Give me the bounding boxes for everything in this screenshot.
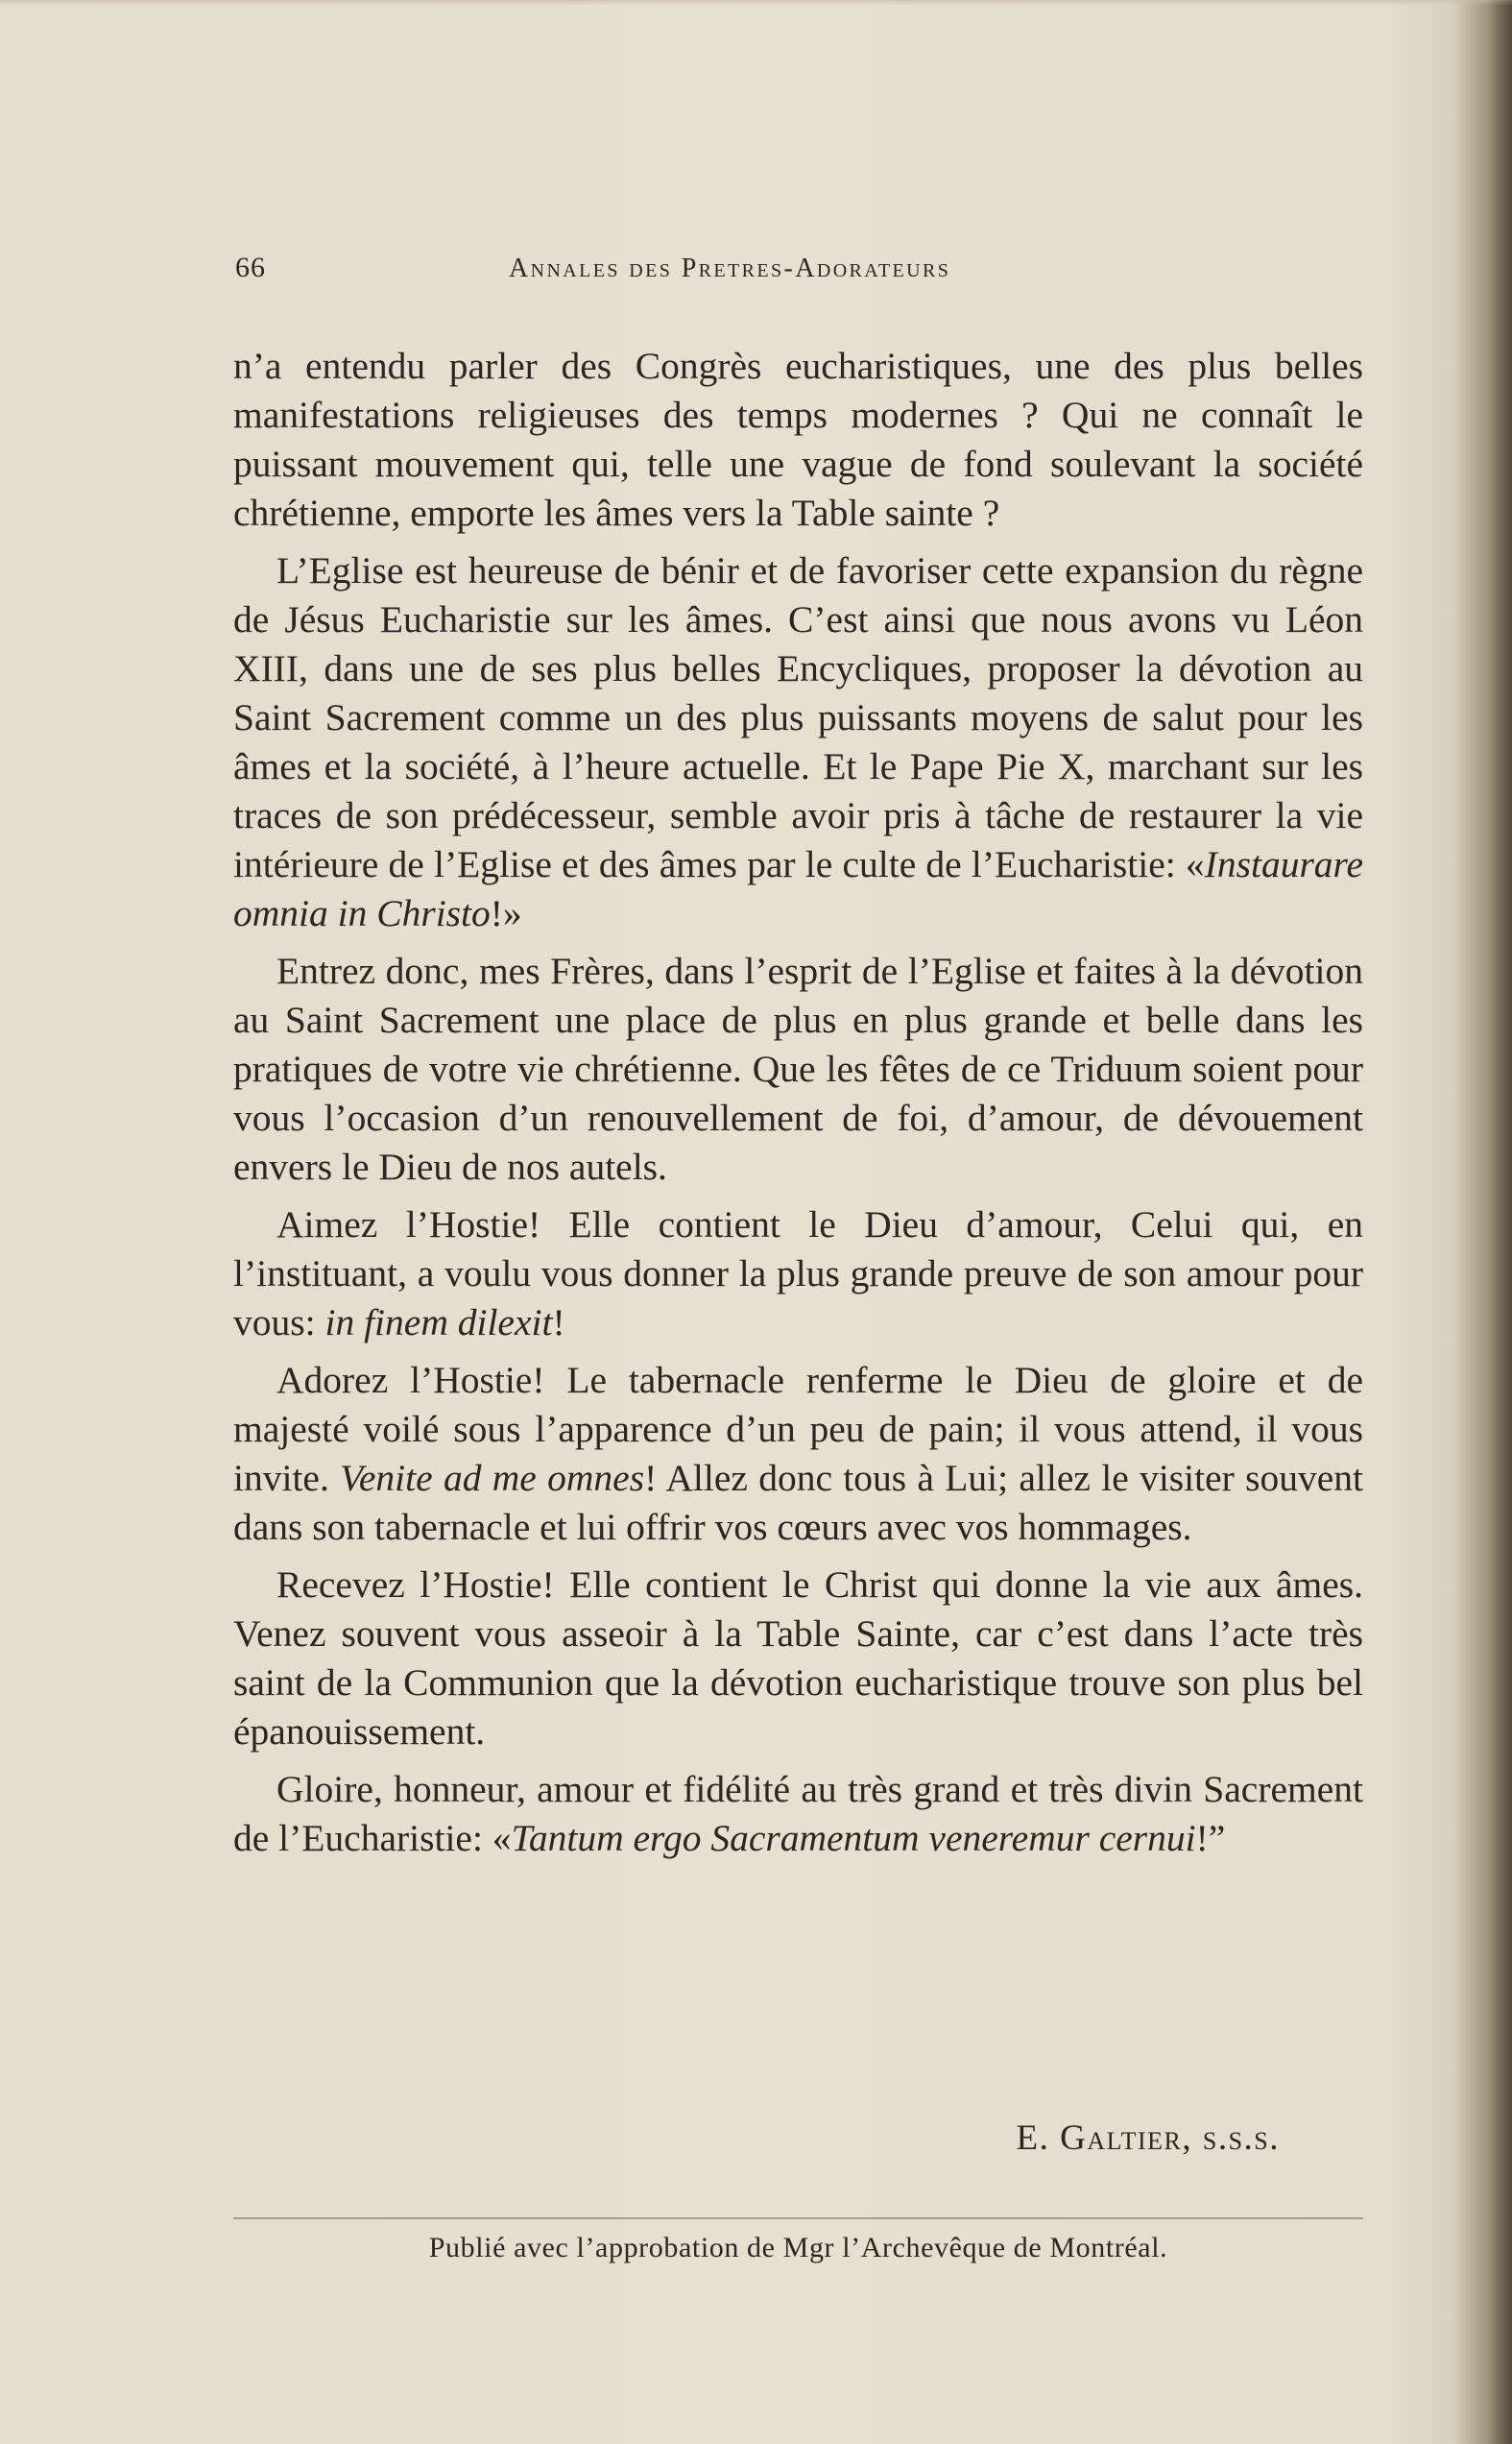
binding-shadow [1454,0,1512,2444]
paragraph-6-text: Recevez l’Hostie! Elle contient le Christ qui donne la vie aux âmes. Venez souvent vous asseoir à la Table Sainte, car c’est dans l’acte très saint de la Communion que la dévotion eucharistique trouve son plus bel épanouissement. [233,1563,1363,1753]
author-signature [1016,2117,1280,2159]
running-header [235,252,1368,294]
paragraph-3-text: Entrez donc, mes Frères, dans l’esprit de l’Eglise et faites à la dévotion au Saint Sacrement une place de plus en plus grande et belle dans les pratiques de votre vie chrétienne. Que les fêtes de ce Triduum soient pour vous l’occasion d’un renouvellement de foi, d’amour, de dévouement envers le Dieu de nos autels. [233,950,1363,1188]
paragraph-2-text: L’Eglise est heureuse de bénir et de favoriser cette expansion du règne de Jésus Eucharistie sur les âmes. C’est ainsi que nous avons vu Léon XIII, dans une de ses plus belles Encycliques, proposer la dévotion au Saint Sacrement comme un des plus puissants moyens de salut pour les âmes et la société, à l’heure actuelle. Et le Pape Pie X, marchant sur les traces de son prédécesseur, semble avoir pris à tâche de restaurer la vie intérieure de l’Eglise et des âmes par le culte de l’Eucharistie: « [233,549,1363,885]
page-top-edge [0,0,1512,6]
paragraph-5-close: ! Allez donc tous à Lui; allez le visiter souvent dans son tabernacle et lui offrir vos cœurs avec vos hommages. [233,1457,1363,1548]
signature-name: Galtier [1060,2118,1183,2158]
latin-quote-tantum-ergo: Tantum ergo Sacramentum veneremur cernui [511,1817,1196,1859]
page-number: 66 [235,252,266,283]
signature-initial: E. [1016,2118,1050,2158]
latin-quote-in-finem: in finem dilexit [324,1301,553,1343]
paragraph-4 [233,1200,1363,1347]
paragraph-4-text: Aimez l’Hostie! Elle contient le Dieu d’amour, Celui qui, en l’instituant, a voulu vous donner la plus grande preuve de son amour pour vous: [233,1203,1363,1343]
signature-suffix: s.s.s. [1202,2118,1280,2158]
paragraph-4-close: ! [552,1301,565,1343]
paragraph-1-text: n’a entendu parler des Congrès eucharistiques, une des plus belles manifestations religieuses des temps modernes ? Qui ne connaît le puissant mouvement qui, telle une vague de fond soulevant la société chrétienne, emporte les âmes vers la Table sainte ? [233,345,1363,534]
latin-quote-instaurare: Instaurare omnia in Christo [233,843,1363,934]
paragraph-2 [233,546,1363,938]
running-title: Annales des Pretres-Adorateurs [509,254,951,283]
paragraph-7-close: !” [1195,1817,1226,1859]
paragraph-7 [233,1765,1363,1863]
paragraph-6 [233,1561,1363,1756]
signature-comma: , [1182,2118,1193,2158]
footer-rule [233,2217,1363,2219]
approbation-note: Publié avec l’approbation de Mgr l’Archevêque de Montréal. [428,2232,1168,2263]
paragraph-2-close: !» [490,892,522,934]
paragraph-7-text: Gloire, honneur, amour et fidélité au très grand et très divin Sacrement de l’Eucharistie: « [233,1768,1363,1859]
paragraph-1 [233,342,1363,538]
paragraph-5 [233,1356,1363,1552]
paragraph-3 [233,947,1363,1192]
body-text [233,342,1363,1872]
paragraph-5-text: Adorez l’Hostie! Le tabernacle renferme le Dieu de gloire et de majesté voilé sous l’apparence d’un peu de pain; il vous attend, il vous invite. [233,1359,1363,1499]
latin-quote-venite: Venite ad me omnes [340,1457,645,1499]
